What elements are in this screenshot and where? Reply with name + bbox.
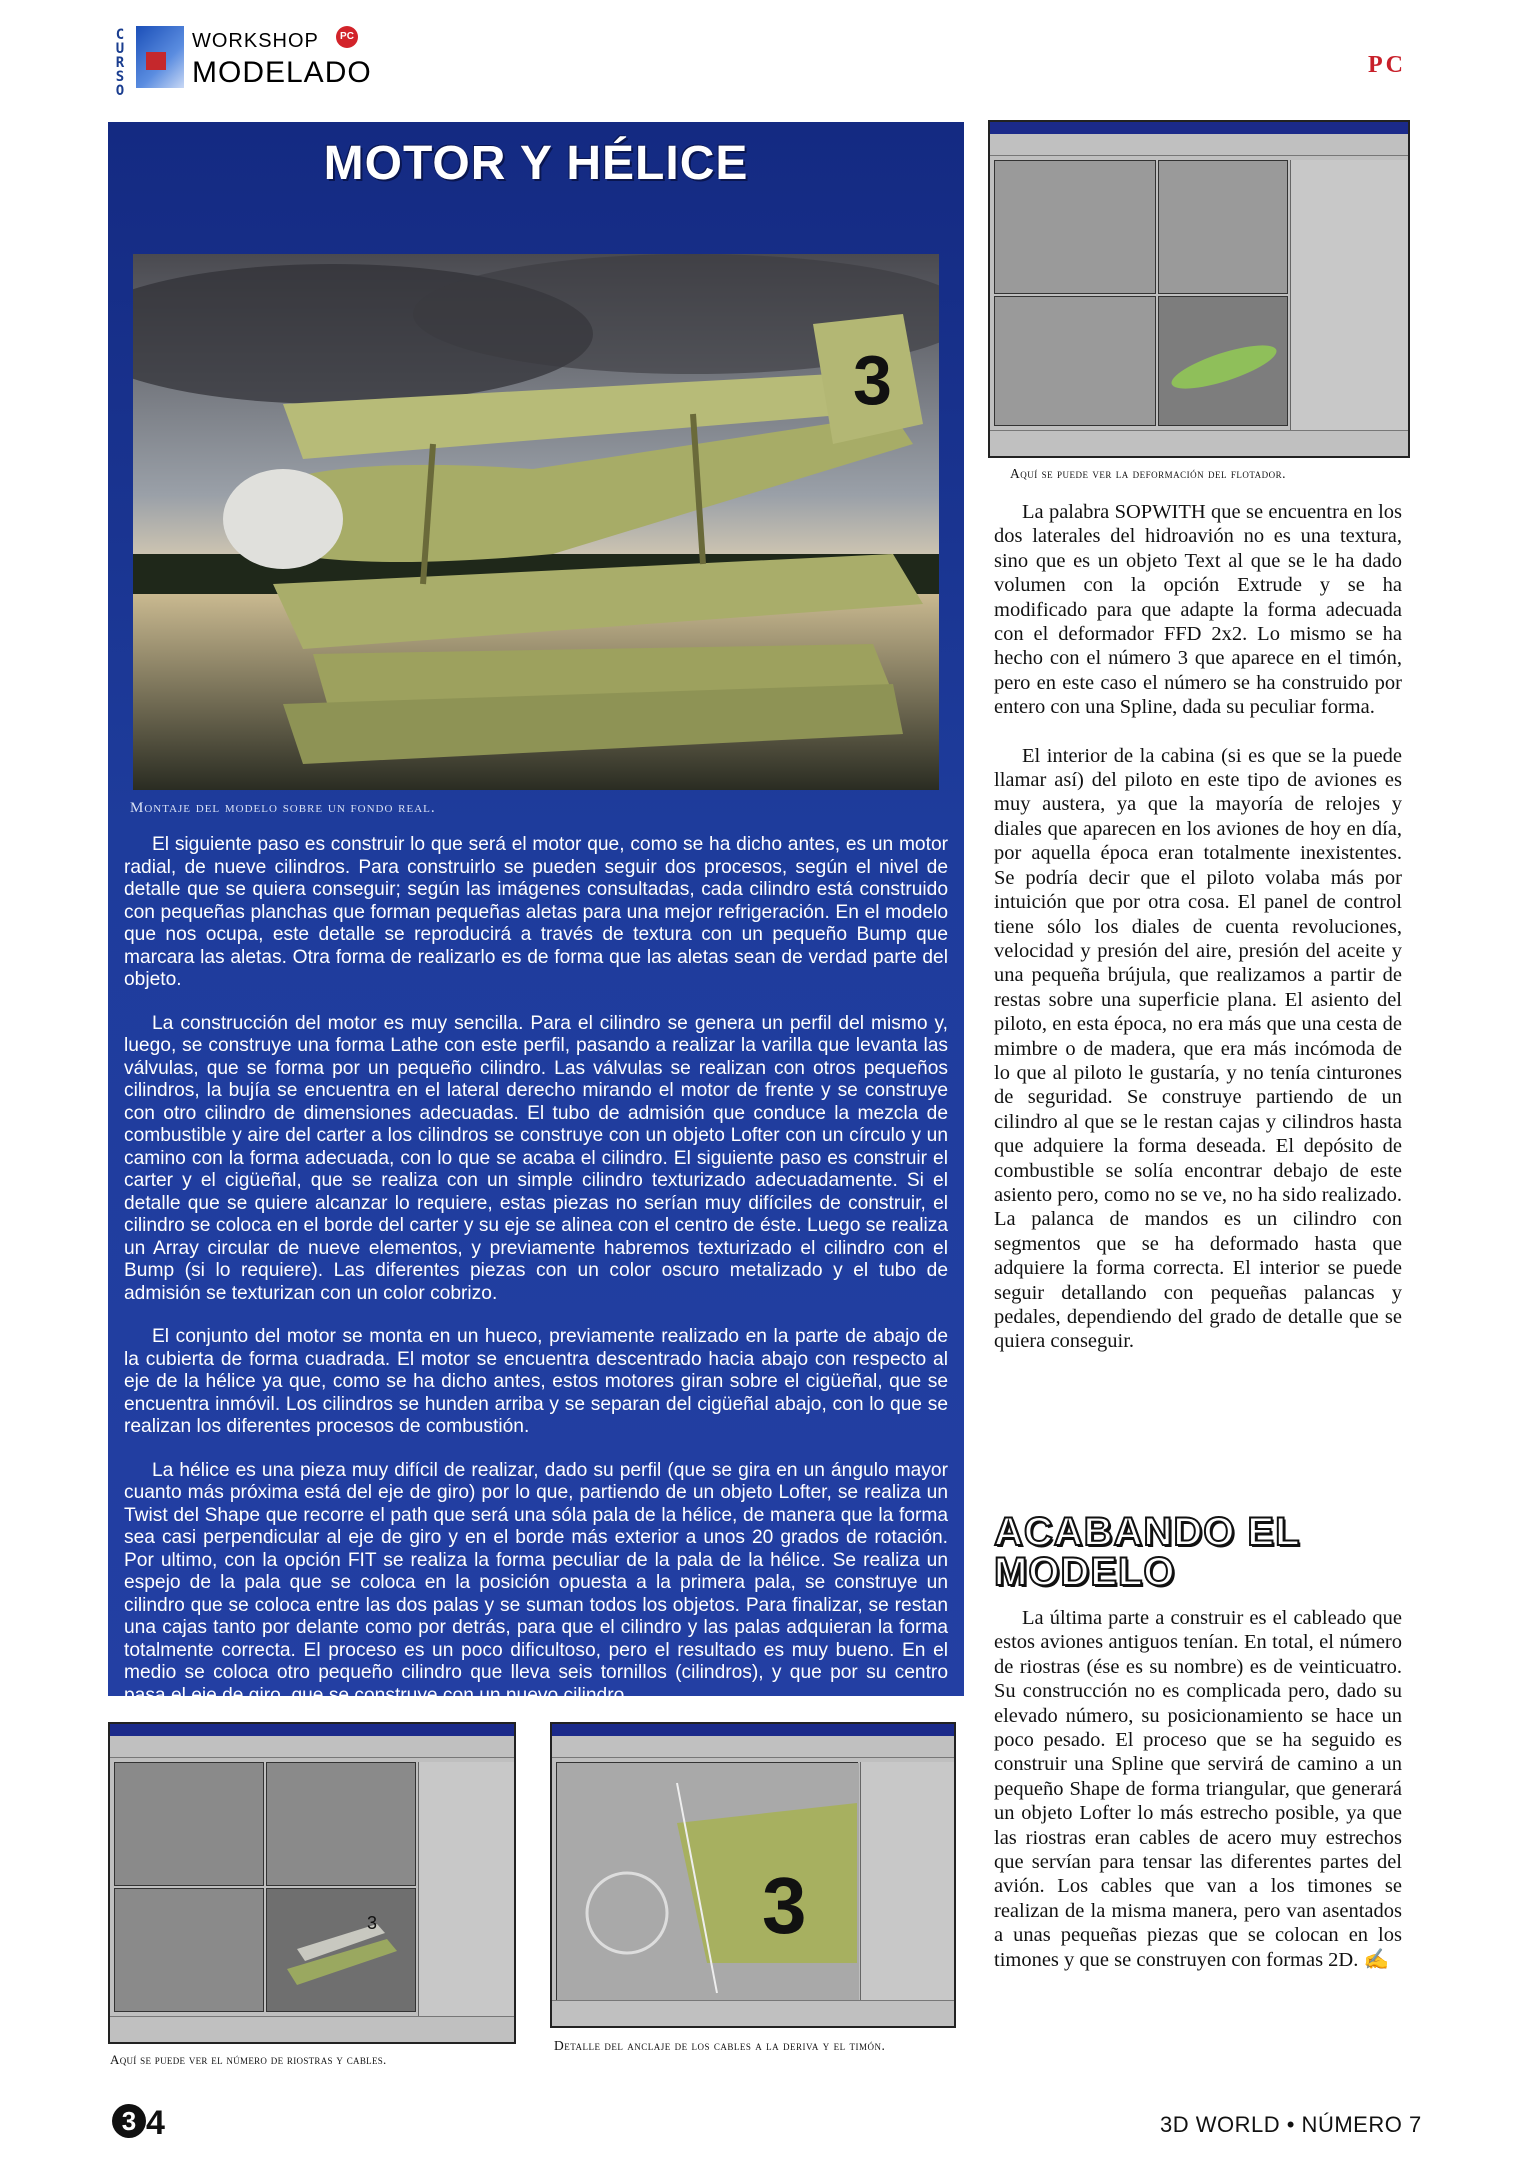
right-paragraph-1: La palabra SOPWITH que se encuentra en los dos laterales del hidroavión no es una textura, sino que es un objeto Text al que se le ha dado volumen con la opción Extrude y se ha modificado para que adapte la forma adecuada con el deformador FFD 2x2. Lo mismo se ha hecho con el número 3 que aparece en el timón, pero en este caso el número se ha construido por entero con una Spline, dada su peculiar forma. bbox=[994, 501, 1402, 719]
svg-text:3: 3 bbox=[762, 1861, 807, 1950]
anclaje-screenshot bbox=[550, 1722, 956, 2028]
panel-paragraph-3: El conjunto del motor se monta en un hueco, previamente realizado en la parte de abajo de la cubierta de forma cuadrada. El motor se encuentra descentrado hacia abajo con respecto al eje de la hélice ya que, como se ha dicho antes, estos motores giran sobre el cigüeñal, que se encuentra inmóvil. Los cilindros se hunden arriba y se separan del cigüeñal abajo, con lo que se realizan los diferentes procesos de combustión. bbox=[124, 1326, 948, 1437]
page-number-digit: 4 bbox=[146, 2104, 165, 2142]
tail-cables-icon bbox=[557, 1763, 859, 2001]
logo-tile bbox=[136, 26, 184, 88]
panel-title: MOTOR Y HÉLICE bbox=[323, 137, 749, 190]
seaplane-hero-image bbox=[133, 254, 939, 790]
svg-text:3: 3 bbox=[367, 1913, 378, 1933]
panel-body-text bbox=[124, 834, 948, 1728]
pc-badge: PC bbox=[336, 26, 358, 48]
seaplane-render bbox=[133, 254, 939, 790]
right-column-text-final bbox=[994, 1606, 1402, 1972]
float-model-icon bbox=[1159, 297, 1289, 427]
panel-paragraph-1: El siguiente paso es construir lo que será el motor que, como se ha dicho antes, es un motor radial, de nueve cilindros. Para construirlo se pueden seguir dos procesos, según el nivel de detalle que se quiera conseguir; según las imágenes consultadas, cada cilindro está construido con pequeñas planchas que forman pequeñas aletas para una mejor refrigeración. En el modelo que nos ocupa, este detalle se reproducirá a través de textura con un pequeño Bump que marcara las aletas. Otra forma de realizarlo es de forma que las aletas sean de verdad parte del objeto. bbox=[124, 834, 948, 990]
riostras-screenshot bbox=[108, 1722, 516, 2044]
svg-text:3: 3 bbox=[853, 341, 892, 419]
right-column-text bbox=[994, 500, 1402, 1378]
motor-helice-panel bbox=[108, 122, 964, 1706]
section-heading-acabando bbox=[994, 1512, 1414, 1592]
panel-paragraph-2: La construcción del motor es muy sencilla. Para el cilindro se genera un perfil del mismo y, luego, se construye una forma Lathe con este perfil, pasando a realizar la varilla que levanta las válvulas, que se forma por un pequeño cilindro. Las válvulas se realizan con otros pequeños cilindros, la bujía se encuentra en el lateral derecho mirando el motor de frente y se construye con otro cilindro de dimensiones adecuadas. El tubo de admisión que conduce la mezcla de combustible y aire del carter a los cilindros se construye con un objeto Lofter con un círculo y un camino con la forma adecuada, con lo que se acaba el cilindro. El siguiente paso es construir el carter y el cigüeñal, que se realiza con un simple cilindro texturizado adecuadamente. Si el detalle que se quiere alcanzar lo requiere, estas piezas no serían muy difíciles de construir, el cilindro se coloca en el borde del carter y su eje se alinea con el centro de éste. Luego se realiza un Array circular de nueve elementos, y previamente habremos texturizado el cilindro con el Bump (si lo requiere). Las diferentes piezas con un color oscuro metalizado y el tubo de admisión se texturizan con un color cobrizo. bbox=[124, 1012, 948, 1304]
curso-vertical-label: CURSO bbox=[115, 27, 125, 99]
right-paragraph-final: La última parte a construir es el cableado que estos aviones antiguos tenían. En total, el número de riostras (ése es su nombre) es de veinticuatro. Su construcción no es complicada pero, dado su elevado número, su posicionamiento se hace un poco pesado. El proceso que se ha seguido es construir una Spline que servirá de camino a un pequeño Shape de forma triangular, que generará un objeto Lofter lo más estrecho posible, ya que las riostras eran cables de acero muy estrechos que servían para tensar las diferentes partes del avión. Los cables que van a los timones se realizan de la misma manera, pero van asentados a unas pequeñas piezas que se colocan en los timones y que se construyen con formas 2D. ✍ bbox=[994, 1607, 1402, 1971]
logo-workshop-text: WORKSHOP bbox=[192, 30, 319, 52]
anclaje-caption: Detalle del anclaje de los cables a la deriva y el timón. bbox=[554, 2038, 886, 2053]
right-paragraph-2: El interior de la cabina (si es que se la puede llamar así) del piloto en este tipo de aviones es muy austera, ya que la mayoría de relojes y diales que aparecen en los aviones de hoy en día, por aquella época eran totalmente inexistentes. Se podría decir que el piloto volaba más por intuición que por otra cosa. El panel de control tiene sólo los diales de cuenta revoluciones, velocidad y presión del aire, presión del aceite y una pequeña brújula, que realizamos a partir de restas sobre una superficie plana. El asiento del piloto, en esta época, no era más que una cesta de mimbre o de madera, que era más incómoda de lo que al piloto le gustaría, y no tenía cinturones de seguridad. Se construye partiendo de un cilindro al que se le restan cajas y cilindros hasta que adquiere la forma deseada. El depósito de combustible se solía encontrar debajo de este asiento pero, como no se ve, no ha sido realizado. La palanca de mandos es un cilindro con segmentos que se ha deformado hasta que adquiere la forma correcta. El interior se puede seguir detallando con pequeñas palancas y pedales, dependiendo del grado de detalle que se quiera conseguir. bbox=[994, 744, 1402, 1353]
section-heading-line-1: ACABANDO EL bbox=[994, 1510, 1301, 1554]
magazine-issue: 3D WORLD • NÚMERO 7 bbox=[1160, 2112, 1422, 2137]
flotador-screenshot bbox=[988, 120, 1410, 458]
riostras-caption: Aquí se puede ver el número de riostras y cables. bbox=[110, 2052, 387, 2067]
hero-caption: Montaje del modelo sobre un fondo real. bbox=[130, 800, 436, 816]
section-heading-line-2: MODELO bbox=[994, 1550, 1176, 1594]
biplane-wireframe-icon bbox=[267, 1889, 417, 2013]
page-number-circle: 3 bbox=[112, 2104, 146, 2138]
logo-modelado-text: MODELADO bbox=[192, 56, 372, 89]
platform-label: PC bbox=[1368, 52, 1406, 78]
flotador-caption: Aquí se puede ver la deformación del flotador. bbox=[1010, 466, 1287, 481]
panel-paragraph-4: La hélice es una pieza muy difícil de realizar, dado su perfil (que se gira en un ángulo mayor cuanto más próxima está del eje de giro) por lo que, partiendo de un objeto Lofter, se realiza un Twist del Shape que recorre el path que será una sóla pala de la hélice, de manera que la forma sea casi perpendicular al eje de giro y en el borde más exterior a unos 20 grados de rotación. Por ultimo, con la opción FIT se realiza la forma peculiar de la pala de la hélice. Se realiza un espejo de la pala que se coloca en la posición opuesta a la primera pala, se construye un cilindro que se coloca entre las dos palas y se suman todos los objetos. Para finalizar, se restan una cajas tanto por delante como por detrás, para que el cilindro y las palas adquieran la forma totalmente correcta. El proceso es un poco dificultoso, pero el resultado es muy bueno. En el medio se coloca otro pequeño cilindro que lleva seis tornillos (cilindros), y que por su centro pasa el eje de giro, que se construye con un nuevo cilindro. bbox=[124, 1459, 948, 1706]
page-number bbox=[112, 2104, 165, 2143]
workshop-logo bbox=[108, 22, 372, 99]
